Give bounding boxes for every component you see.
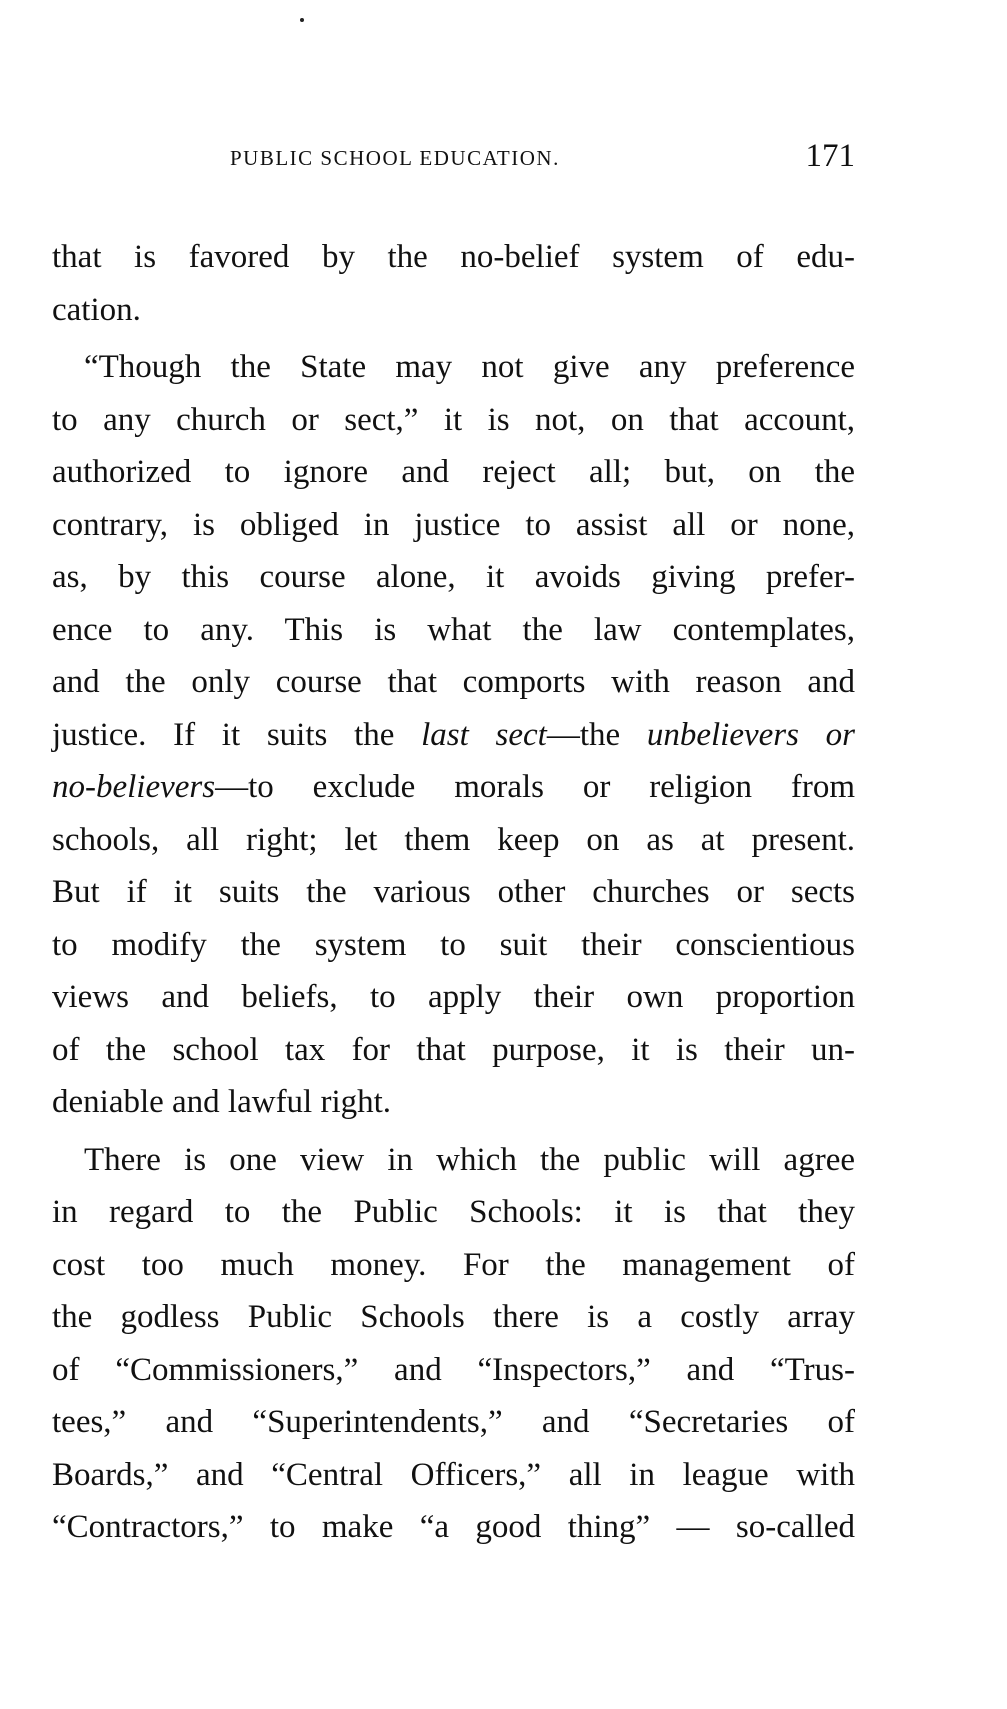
text-line xyxy=(52,977,855,1017)
text-line xyxy=(52,1297,855,1337)
text-line xyxy=(52,662,855,702)
text-segment: in regard to the Public Schools: it is that they xyxy=(52,1194,855,1230)
text-line xyxy=(52,820,855,860)
text-line xyxy=(52,400,855,440)
text-segment: and the only course that comports with reason and xyxy=(52,664,855,700)
text-line xyxy=(52,1402,855,1442)
italic-text: no-believers xyxy=(52,769,216,805)
text-line xyxy=(52,452,855,492)
text-segment: schools, all right; let them keep on as at present. xyxy=(52,821,855,858)
text-segment: to modify the system to suit their conscientious xyxy=(52,926,855,963)
text-line xyxy=(52,557,855,597)
text-segment: views and beliefs, to apply their own proportion xyxy=(52,979,855,1015)
text-line xyxy=(52,1082,855,1122)
text-line xyxy=(52,1507,855,1547)
text-line xyxy=(84,1140,855,1180)
text-segment: cost too much money. For the management of xyxy=(52,1246,855,1283)
text-segment: cation. xyxy=(52,291,141,328)
text-line xyxy=(84,347,855,387)
text-segment: to any church or sect,” it is not, on that account, xyxy=(52,401,855,438)
text-segment: the godless Public Schools there is a costly array xyxy=(52,1299,855,1335)
text-segment: justice. If it suits the xyxy=(52,716,422,753)
text-segment: There is one view in which the public will agree xyxy=(84,1141,855,1178)
text-line xyxy=(52,505,855,545)
text-line xyxy=(52,610,855,650)
italic-text: unbelievers or xyxy=(646,716,856,753)
text-segment: —the xyxy=(546,716,647,753)
page-number: 171 xyxy=(805,138,855,174)
text-line xyxy=(52,715,855,755)
scan-speck xyxy=(300,18,304,22)
text-segment: of the school tax for that purpose, it is their un- xyxy=(52,1031,855,1068)
text-line xyxy=(52,1192,855,1232)
text-segment: deniable and lawful right. xyxy=(52,1084,392,1120)
text-segment: “Contractors,” to make “a good thing” — so-called xyxy=(52,1509,855,1545)
text-segment: authorized to ignore and reject all; but, on the xyxy=(52,454,855,490)
text-line xyxy=(52,237,855,277)
text-line xyxy=(52,1455,855,1495)
italic-text: last sect xyxy=(421,716,547,753)
text-line xyxy=(52,767,855,807)
text-line xyxy=(52,290,855,330)
text-segment: as, by this course alone, it avoids giving prefer- xyxy=(52,559,855,595)
text-segment: tees,” and “Superintendents,” and “Secretaries of xyxy=(52,1404,855,1440)
running-title: PUBLIC SCHOOL EDUCATION. xyxy=(230,146,560,170)
text-segment: But if it suits the various other churches or sects xyxy=(52,874,855,910)
text-segment: of “Commissioners,” and “Inspectors,” and “Trus- xyxy=(52,1351,855,1388)
text-segment: ence to any. This is what the law contemplates, xyxy=(52,611,855,648)
text-line xyxy=(52,925,855,965)
text-line xyxy=(52,1245,855,1285)
text-segment: —to exclude morals or religion from xyxy=(215,769,855,805)
text-segment: Boards,” and “Central Officers,” all in league with xyxy=(52,1456,855,1493)
text-segment: that is favored by the no-belief system of edu- xyxy=(52,239,855,275)
text-segment: “Though the State may not give any preference xyxy=(84,349,855,385)
text-segment: contrary, is obliged in justice to assist all or none, xyxy=(52,506,855,543)
text-line xyxy=(52,1030,855,1070)
text-line xyxy=(52,872,855,912)
text-line xyxy=(52,1350,855,1390)
